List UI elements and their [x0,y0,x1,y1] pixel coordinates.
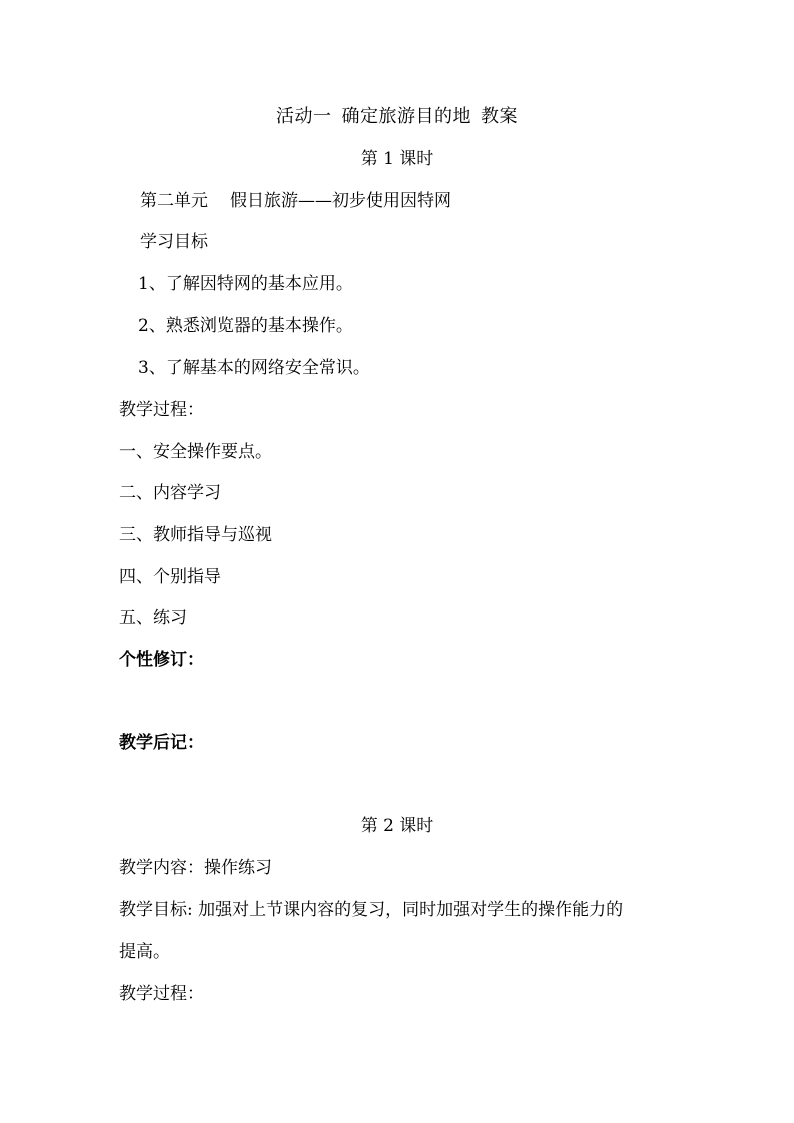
document-title [0,106,794,128]
lesson1-heading: 第 1 课时 [360,149,434,169]
goal-item: 1、了解因特网的基本应用。 [138,274,353,294]
title-activity: 活动一 [276,106,332,127]
notes-label: 教学后记： [119,733,204,753]
goal-item: 3、了解基本的网络安全常识。 [138,358,370,378]
unit-label: 第二单元 [140,191,208,211]
lesson2-goal-line: 提高。 [119,942,170,962]
goals-heading: 学习目标 [140,232,208,252]
process-step: 五、练习 [119,608,187,628]
goal-item: 2、熟悉浏览器的基本操作。 [138,316,353,336]
process-step: 四、个别指导 [119,567,221,587]
lesson2-heading: 第 2 课时 [360,816,434,836]
process-heading: 教学过程： [119,400,204,420]
title-type: 教案 [481,106,518,127]
lesson2-process-heading: 教学过程： [119,984,204,1004]
process-step: 二、内容学习 [119,483,221,503]
revision-label: 个性修订： [119,650,204,670]
process-step: 一、安全操作要点。 [119,442,272,462]
unit-line [140,190,451,212]
process-step: 三、教师指导与巡视 [119,525,272,545]
unit-topic: 假日旅游——初步使用因特网 [230,191,451,211]
title-topic: 确定旅游目的地 [341,106,471,127]
lesson2-content: 教学内容：操作练习 [119,858,272,878]
lesson2-goal-line: 教学目标: 加强对上节课内容的复习，同时加强对学生的操作能力的 [119,900,624,920]
